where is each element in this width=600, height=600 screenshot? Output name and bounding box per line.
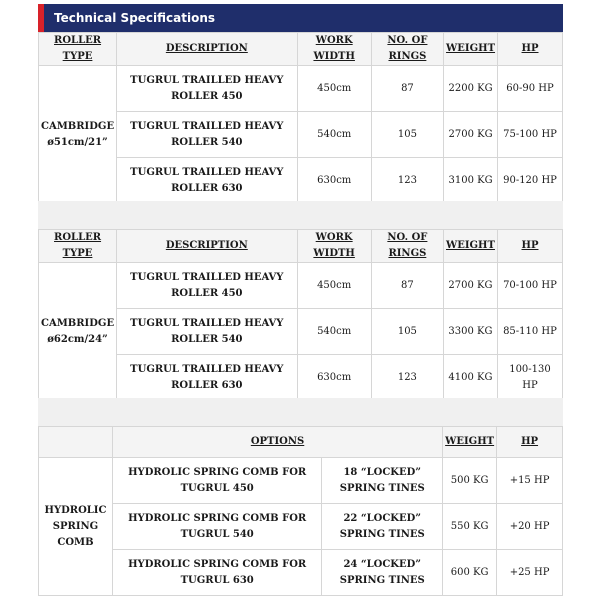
table-row <box>39 263 563 309</box>
work-width-cell: 540cm <box>297 309 371 355</box>
weight-cell: 2700 KG <box>444 112 498 158</box>
col-header-description: DESCRIPTION <box>117 33 298 66</box>
table-spacer <box>38 201 563 229</box>
work-width-cell: 540cm <box>297 112 371 158</box>
work-width-cell: 630cm <box>297 158 371 204</box>
table-row <box>39 158 563 204</box>
col-header-work-width: WORK WIDTH <box>297 33 371 66</box>
table-spacer <box>38 398 563 426</box>
table-row <box>39 458 563 504</box>
description-cell: TUGRUL TRAILLED HEAVY ROLLER 540 <box>117 112 298 158</box>
description-cell: TUGRUL TRAILLED HEAVY ROLLER 450 <box>117 66 298 112</box>
tines-cell: 24 “LOCKED” SPRING TINES <box>322 550 443 596</box>
weight-cell: 500 KG <box>443 458 497 504</box>
rings-cell: 123 <box>371 158 443 204</box>
work-width-cell: 450cm <box>297 263 371 309</box>
description-cell: TUGRUL TRAILLED HEAVY ROLLER 630 <box>117 355 297 401</box>
tines-cell: 22 “LOCKED” SPRING TINES <box>322 504 443 550</box>
col-header-work-width: WORK WIDTH <box>297 230 371 263</box>
option-cell: HYDROLIC SPRING COMB FOR TUGRUL 450 <box>112 458 321 504</box>
option-cell: HYDROLIC SPRING COMB FOR TUGRUL 630 <box>112 550 321 596</box>
table-header-row <box>39 427 563 458</box>
rings-cell: 105 <box>371 309 443 355</box>
col-header-hp: HP <box>497 427 563 458</box>
table-row <box>39 355 563 401</box>
work-width-cell: 630cm <box>297 355 371 401</box>
tines-cell: 18 “LOCKED” SPRING TINES <box>322 458 443 504</box>
rings-cell: 87 <box>371 66 443 112</box>
header-empty-cell <box>39 427 113 458</box>
description-cell: TUGRUL TRAILLED HEAVY ROLLER 630 <box>117 158 298 204</box>
col-header-rings: NO. OF RINGS <box>371 230 443 263</box>
option-type-cell: HYDROLIC SPRING COMB <box>39 458 113 596</box>
table-row <box>39 66 563 112</box>
options-table <box>38 426 563 596</box>
weight-cell: 4100 KG <box>443 355 497 401</box>
rings-cell: 87 <box>371 263 443 309</box>
table-row <box>39 504 563 550</box>
hp-cell: +25 HP <box>497 550 563 596</box>
spec-table-cambridge-51 <box>38 32 563 204</box>
table-header-row <box>39 230 563 263</box>
weight-cell: 600 KG <box>443 550 497 596</box>
description-cell: TUGRUL TRAILLED HEAVY ROLLER 540 <box>117 309 297 355</box>
roller-type-cell: CAMBRIDGE ø51cm/21” <box>39 66 117 204</box>
section-header <box>38 4 563 32</box>
hp-cell: 85-110 HP <box>497 309 562 355</box>
hp-cell: 75-100 HP <box>498 112 563 158</box>
hp-cell: 90-120 HP <box>498 158 563 204</box>
hp-cell: 60-90 HP <box>498 66 563 112</box>
col-header-weight: WEIGHT <box>443 427 497 458</box>
col-header-roller-type: ROLLER TYPE <box>39 230 117 263</box>
description-cell: TUGRUL TRAILLED HEAVY ROLLER 450 <box>117 263 297 309</box>
table-row <box>39 112 563 158</box>
table-header-row <box>39 33 563 66</box>
hp-cell: +20 HP <box>497 504 563 550</box>
table-row <box>39 309 563 355</box>
roller-type-cell: CAMBRIDGE ø62cm/24” <box>39 263 117 401</box>
weight-cell: 3300 KG <box>443 309 497 355</box>
col-header-options: OPTIONS <box>112 427 442 458</box>
col-header-hp: HP <box>497 230 562 263</box>
weight-cell: 550 KG <box>443 504 497 550</box>
option-cell: HYDROLIC SPRING COMB FOR TUGRUL 540 <box>112 504 321 550</box>
col-header-description: DESCRIPTION <box>117 230 297 263</box>
rings-cell: 105 <box>371 112 443 158</box>
col-header-hp: HP <box>498 33 563 66</box>
col-header-rings: NO. OF RINGS <box>371 33 443 66</box>
weight-cell: 2700 KG <box>443 263 497 309</box>
table-row <box>39 550 563 596</box>
rings-cell: 123 <box>371 355 443 401</box>
spec-table-cambridge-62 <box>38 229 563 401</box>
hp-cell: 70-100 HP <box>497 263 562 309</box>
hp-cell: +15 HP <box>497 458 563 504</box>
col-header-weight: WEIGHT <box>443 230 497 263</box>
weight-cell: 2200 KG <box>444 66 498 112</box>
weight-cell: 3100 KG <box>444 158 498 204</box>
work-width-cell: 450cm <box>297 66 371 112</box>
hp-cell: 100-130 HP <box>497 355 562 401</box>
section-title: Technical Specifications <box>54 11 216 25</box>
col-header-roller-type: ROLLER TYPE <box>39 33 117 66</box>
col-header-weight: WEIGHT <box>444 33 498 66</box>
